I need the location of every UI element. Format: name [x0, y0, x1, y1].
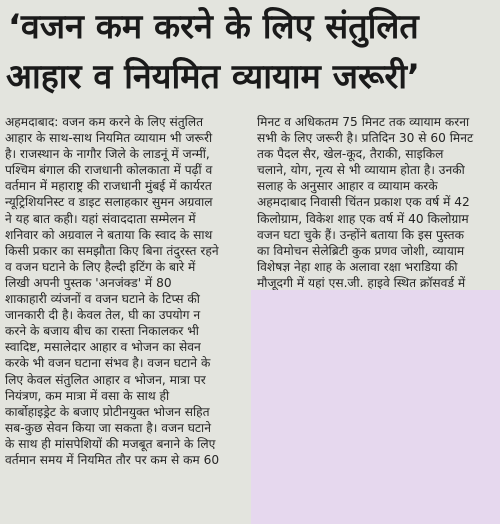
- article-line: मौजूदगी में यहां एस.जी. हाइवे स्थित क्रॉसवर्ड में: [257, 275, 466, 290]
- article-line: ने यह बात कही। यहां संवाददाता सम्मेलन में: [5, 211, 196, 226]
- article-line: विशेषज्ञ नेहा शाह के अलावा रक्षा भराडिया की: [257, 259, 458, 274]
- article-line: किलोग्राम, विकेश शाह एक वर्ष में 40 किलोग्राम: [257, 211, 469, 226]
- article-line: सभी के लिए जरूरी है। प्रतिदिन 30 से 60 मिनट: [257, 131, 474, 146]
- article-line: वर्तमान में महाराष्ट्र की राजधानी मुंबई में कार्यरत: [5, 179, 212, 194]
- article-line: अहमदाबाद: वजन कम करने के लिए संतुलित: [5, 115, 204, 129]
- article-line: मिनट व अधिकतम 75 मिनट तक व्यायाम करना: [257, 115, 470, 129]
- headline-line-1: ‘वजन कम करने के लिए संतुलित: [8, 7, 419, 47]
- article-line: आहार के साथ-साथ नियमित व्यायाम भी जरूरी: [5, 131, 213, 146]
- article-line: का विमोचन सेलेब्रिटी कुक प्रणव जोशी, व्यायाम: [257, 243, 465, 258]
- article-line: लिए केवल संतुलित आहार व भोजन, मात्रा पर: [5, 372, 206, 387]
- article-line: सब-कुछ सेवन किया जा सकता है। वजन घटाने: [5, 420, 211, 435]
- article-line: वजन घटा चुके हैं। उन्होंने बताया कि इस पुस्तक: [257, 227, 464, 242]
- article-line: न्यूट्रिशियनिस्ट व डाइट सलाहकार सुमन अग्रवाल: [5, 195, 213, 210]
- article-line: अहमदाबाद निवासी चिंतन प्रकाश एक वर्ष में 42: [257, 195, 470, 210]
- article-line: शनिवार को अग्रवाल ने बताया कि स्वाद के साथ: [5, 227, 213, 242]
- article-line: करके भी वजन घटाना संभव है। वजन घटाने के: [5, 356, 211, 371]
- article-line: नियंत्रण, कम मात्रा में वसा के साथ ही: [5, 388, 170, 403]
- article-line: करने के बजाय बीच का रास्ता निकालकर भी: [5, 324, 199, 339]
- article-line: किसी प्रकार का समझौता किए बिना तंदुरस्त रहने: [5, 243, 219, 258]
- article-line: पश्चिम बंगाल की राजधानी कोलकाता में पढ़ीं व: [5, 163, 213, 178]
- article-line: स्वादिष्ट, मसालेदार आहार व भोजन का सेवन: [5, 340, 201, 355]
- article-line: लिखी अपनी पुस्तक 'अनजंक्ड' में 80: [5, 275, 172, 290]
- article-line: व वजन घटाने के लिए हैल्दी इटिंग के बारे में: [5, 259, 196, 274]
- blank-area: [251, 290, 500, 524]
- article-line: के साथ ही मांसपेशियों की मजबूत बनाने के लिए: [5, 436, 216, 451]
- article-column-1: [5, 114, 248, 524]
- article-line: जानकारी दी है। केवल तेल, घी का उपयोग न: [5, 308, 201, 323]
- article-line: तक पैदल सैर, खेल-कूद, तैराकी, साइकिल: [257, 147, 444, 162]
- article-line: कार्बोहाइड्रेट के बजाए प्रोटीनयुक्त भोजन सहित: [5, 404, 210, 419]
- article-line: वर्तमान समय में नियमित तौर पर कम से कम 60: [5, 452, 220, 467]
- article-line: सलाह के अनुसार आहार व व्यायाम करके: [257, 179, 438, 194]
- article-column-2: [257, 114, 495, 290]
- article-line: चलाने, योग, नृत्य से भी व्यायाम होता है। उनकी: [257, 163, 465, 178]
- headline-line-2: आहार व नियमित व्यायाम जरूरी’: [6, 57, 420, 97]
- article-line: है। राजस्थान के नागौर जिले के लाडनूं में जन्मीं,: [5, 147, 210, 162]
- article-line: शाकाहारी व्यंजनों व वजन घटाने के टिप्स की: [5, 292, 200, 307]
